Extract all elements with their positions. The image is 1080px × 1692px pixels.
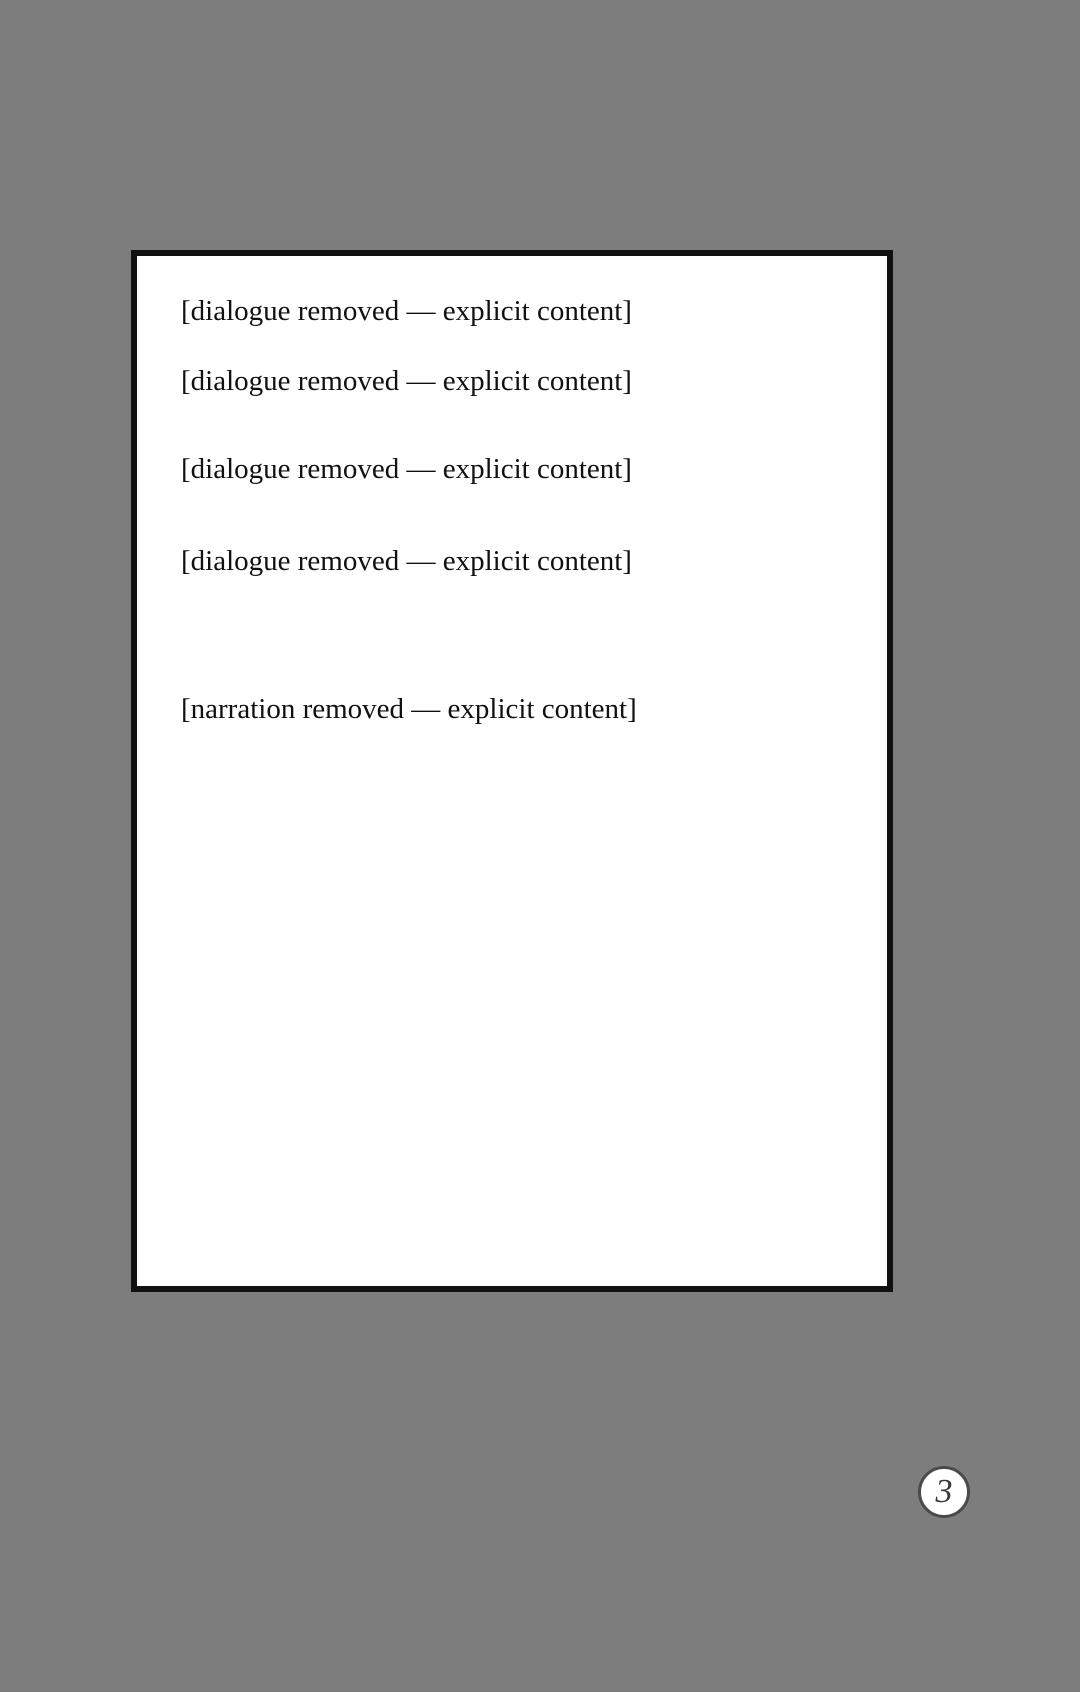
page-number-badge [918,1466,970,1518]
paragraph-4: [dialogue removed — explicit content] [181,544,632,577]
paragraph-2: [dialogue removed — explicit content] [181,364,632,397]
paragraph-1: [dialogue removed — explicit content] [181,295,632,327]
paragraph-3: [dialogue removed — explicit content] [181,452,632,485]
paragraph-5: [narration removed — explicit content] [181,692,637,725]
text-panel [131,250,893,1292]
page-number: 3 [935,1473,953,1510]
